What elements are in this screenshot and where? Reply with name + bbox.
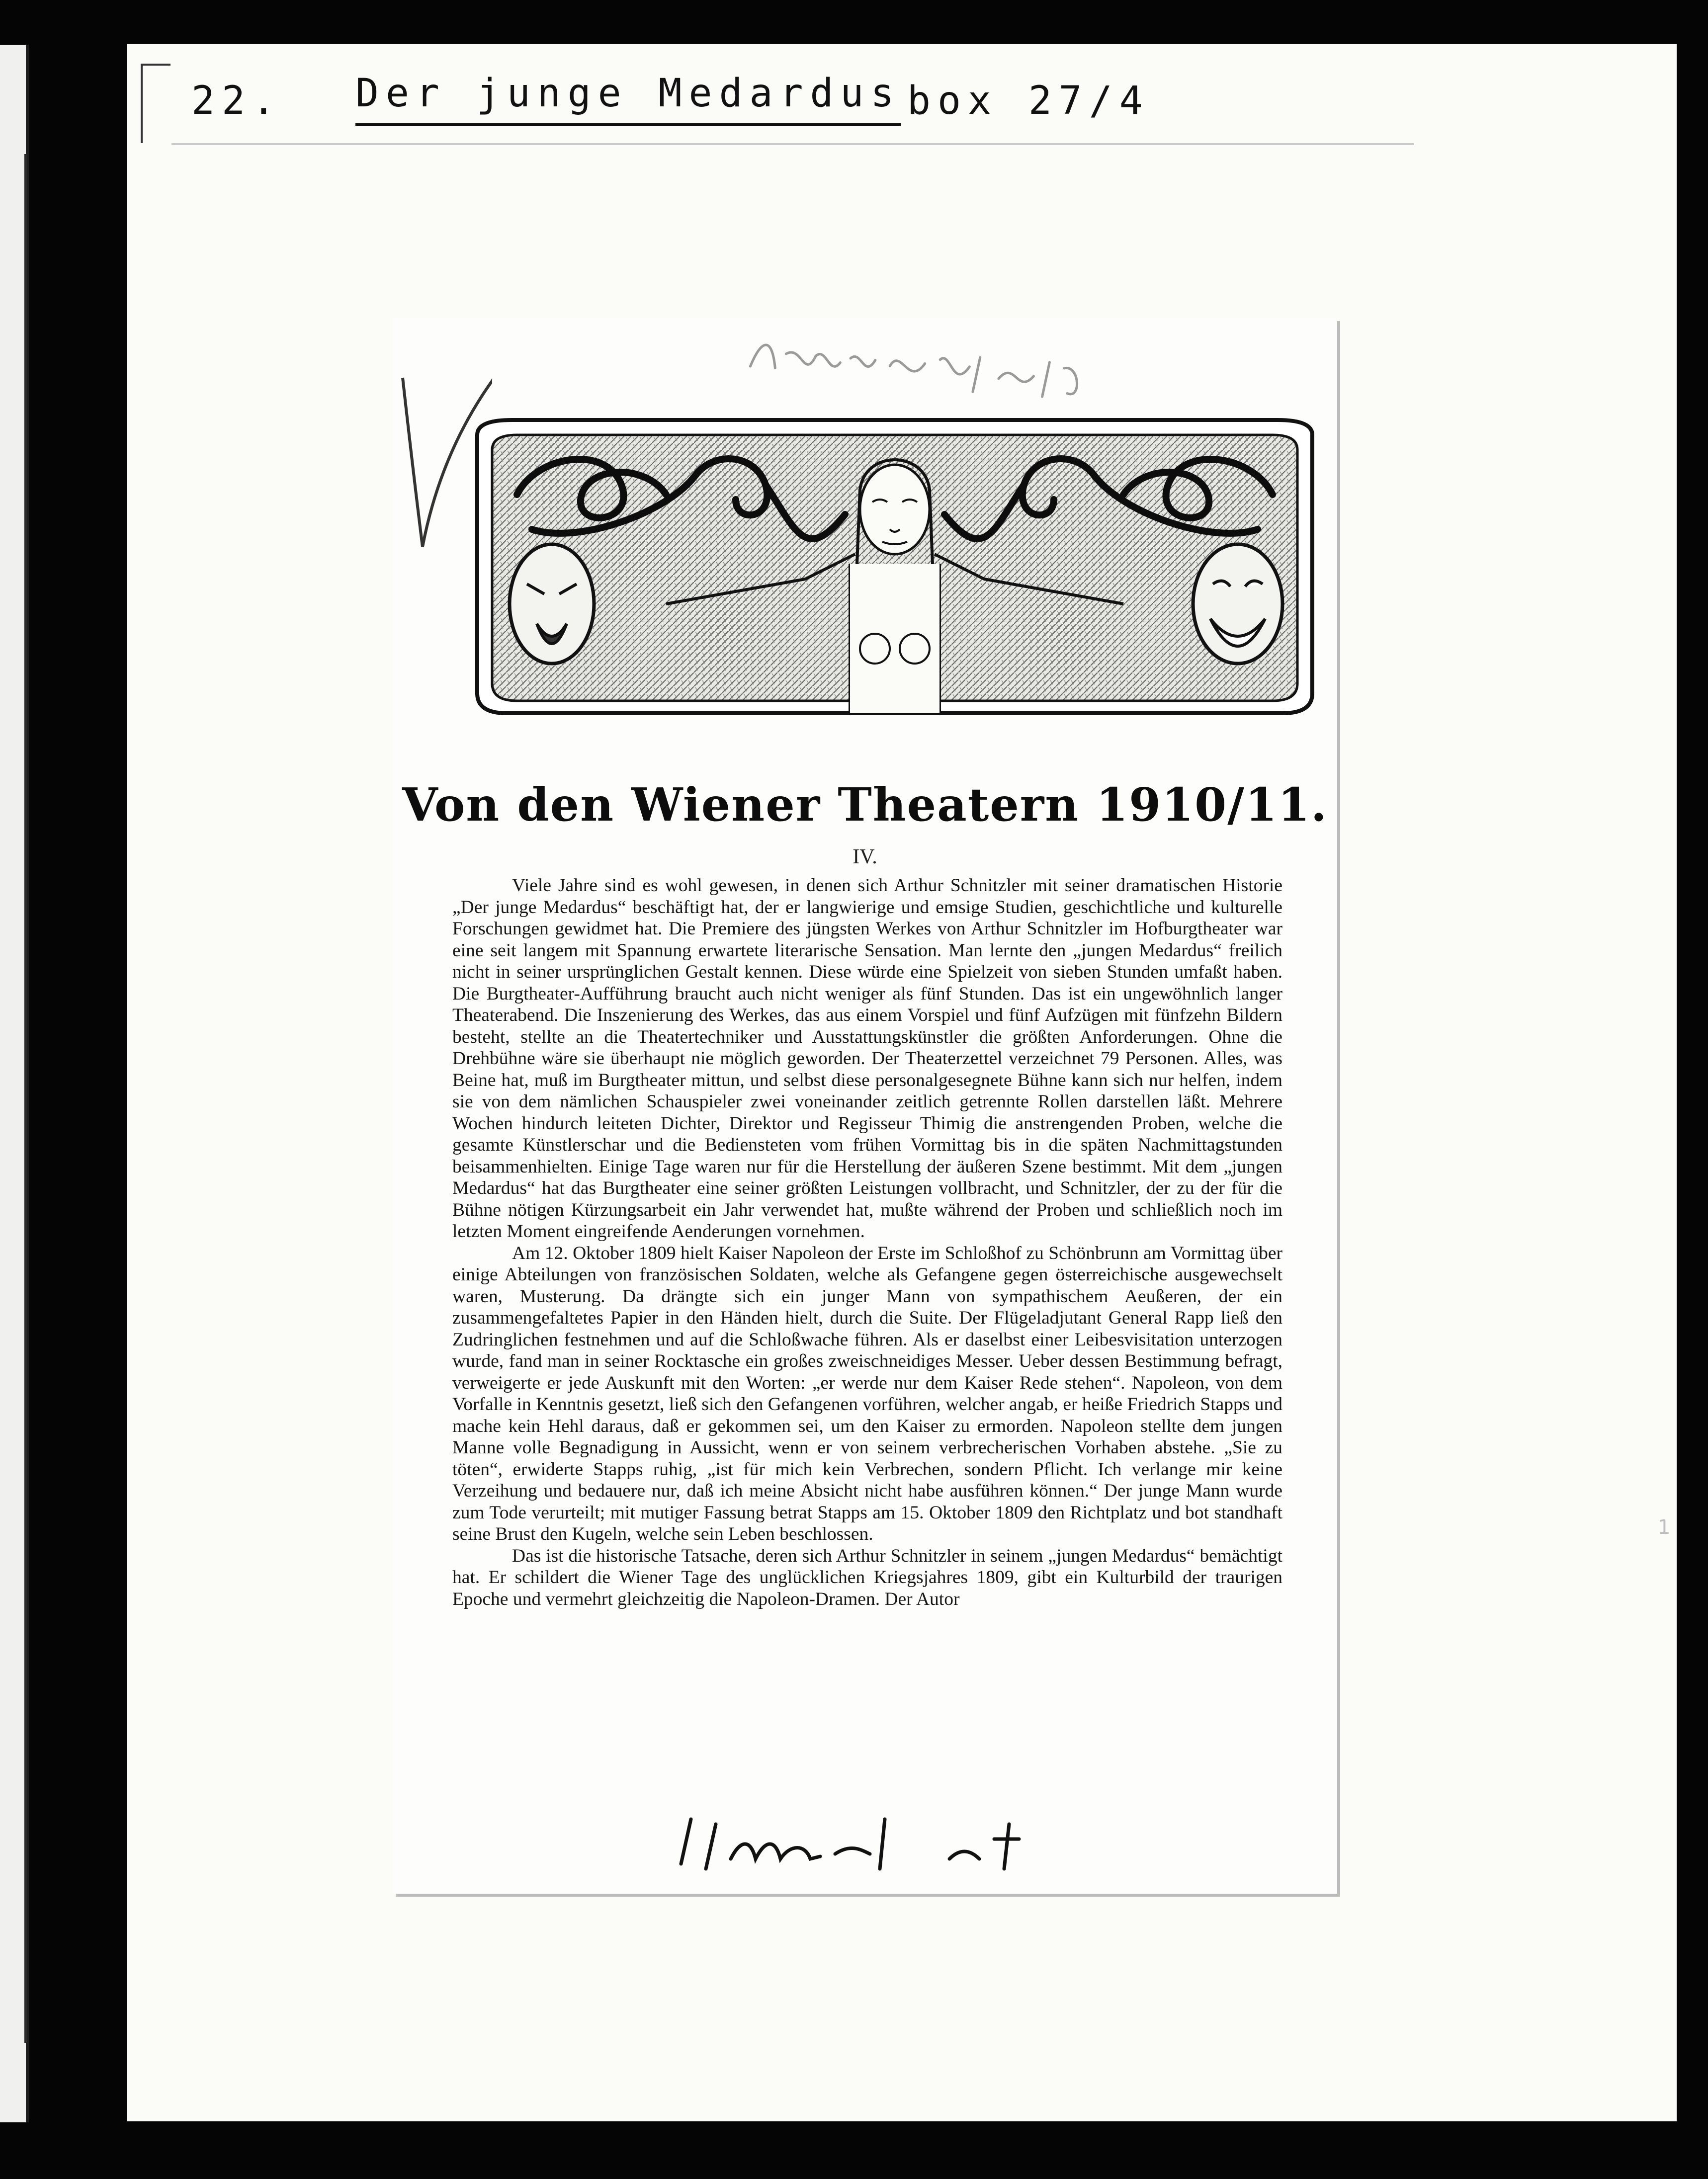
article-section-number: IV.	[853, 845, 877, 868]
art-nouveau-banner	[457, 415, 1332, 721]
article-paragraph-2: Am 12. Oktober 1809 hielt Kaiser Napoleon der Erste im Schloßhof zu Schönbrunn am Vormittag über einige Abteilungen von französischen Soldaten, welche als Gefangene gegen österreichische ausgewechselt waren, Musterung. Da drängte sich ein junger Mann von sympathischem Aeußeren, der ein zusammengefaltetes Papier in den Händen hielt, durch die Suite. Der Flügeladjutant General Rapp ließ den Zudringlichen festnehmen und auf die Schloßwache führen. Als er daselbst einer Leibesvisitation unterzogen wurde, fand man in seiner Rocktasche ein großes zweischneidiges Messer. Ueber dessen Bestimmung befragt, verweigerte er jede Auskunft mit den Worten: „er werde nur dem Kaiser Rede stehen“. Napoleon, von dem Vorfalle in Kenntnis gesetzt, ließ sich den Gefangenen vorführen, welcher angab, er heiße Friedrich Stapps und mache kein Hehl daraus, daß er gekommen sei, um den Kaiser zu ermorden. Napoleon stellte dem jungen Manne volle Begnadigung in Aussicht, wenn er von seinem verbrecherischen Vorhaben abstehe. „Sie zu töten“, erwiderte Stapps ruhig, „ist für mich kein Verbrechen, sondern Pflicht. Ich verlange mir keine Verzeihung und bedauere nur, daß ich meine Absicht nicht habe ausführen können.“ Der junge Mann wurde zum Tode verurteilt; mit mutiger Fassung betrat Stapps am 15. Oktober 1809 den Richtplatz und bot standhaft seine Brust den Kugeln, welche sein Leben beschlossen.	[452, 1243, 1282, 1544]
article-body	[452, 875, 1282, 1839]
pencil-annotation	[739, 321, 1091, 415]
article-paragraph-1: Viele Jahre sind es wohl gewesen, in denen sich Arthur Schnitzler mit seiner dramatischen Historie „Der junge Medardus“ beschäftigt hat, der er langwierige und emsige Studien, geschichtliche und kulturelle Forschungen gewidmet hat. Die Premiere des jüngsten Werkes von Arthur Schnitzler im Hofburgtheater war eine seit langem mit Spannung erwartete literarische Sensation. Man lernte den „jungen Medardus“ freilich nicht in seiner ursprünglichen Gestalt kennen. Diese würde eine Spielzeit von sieben Stunden umfaßt haben. Die Burgtheater-Aufführung braucht auch nicht weniger als fünf Stunden. Das ist ein ungewöhnlich langer Theaterabend. Die Inszenierung des Werkes, das aus einem Vorspiel und fünf Aufzügen mit fünfzehn Bildern besteht, stellte an die Theatertechniker und Ausstattungskünstler die größten Anforderungen. Ohne die Drehbühne wäre sie überhaupt nie möglich geworden. Der Theaterzettel verzeichnet 79 Personen. Alles, was Beine hat, muß im Burgtheater mittun, und selbst diese personalgesegnete Bühne kann sich nur helfen, indem sie von dem nämlichen Schauspieler zwei voneinander zeitlich getrennte Rollen darstellen läßt. Mehrere Wochen hindurch leiteten Dichter, Direktor und Regisseur Thimig die anstrengenden Proben, welche die gesamte Künstlerschar und die Bediensteten vom frühen Vormittag bis in die späten Nachmittagstunden beisammenhielten. Einige Tage waren nur für die Herstellung der äußeren Szene bestimmt. Mit dem „jungen Medardus“ hat das Burgtheater eine seiner größten Leistungen vollbracht, und Schnitzler, der zu der für die Bühne nötigen Kürzungsarbeit ein Jahr verwendet hat, mußte während der Proben und schließlich noch im letzten Moment eingreifende Aenderungen vornehmen.	[452, 875, 1282, 1242]
margin-mark: 1	[1658, 1516, 1671, 1539]
adjacent-page-strip	[0, 45, 29, 2122]
folder-number: 22.	[191, 79, 282, 123]
header-divider	[171, 143, 1414, 145]
box-number: box 27/4	[907, 79, 1150, 123]
article-paragraph-3: Das ist die historische Tatsache, deren sich Arthur Schnitzler in seinem „jungen Medardus“ bemächtigt hat. Er schildert die Wiener Tage des unglücklichen Kriegsjahres 1809, gibt ein Kulturbild der traurigen Epoche und vermehrt gleichzeitig die Napoleon-Dramen. Der Autor	[452, 1545, 1282, 1609]
folder-title: Der junge Medardus	[355, 64, 901, 126]
newspaper-clipping	[393, 318, 1337, 1894]
article-title: Von den Wiener Theatern 1910/11.	[402, 778, 1328, 832]
folder-header	[191, 64, 1534, 138]
handwritten-signature	[671, 1809, 1069, 1879]
